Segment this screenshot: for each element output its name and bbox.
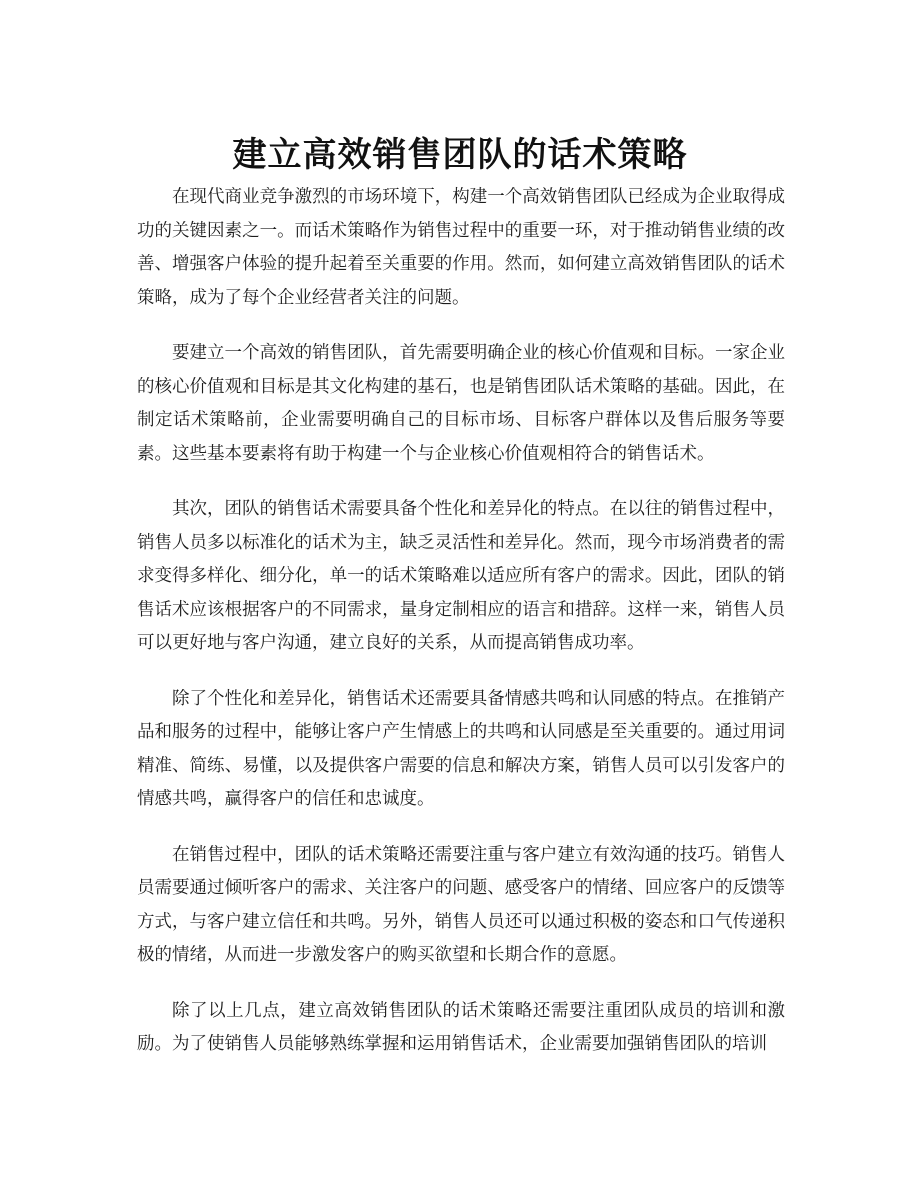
page-title: 建立高效销售团队的话术策略 xyxy=(232,134,688,175)
paragraph-3: 其次，团队的销售话术需要具备个性化和差异化的特点。在以往的销售过程中，销售人员多以标准化的话术为主，缺乏灵活性和差异化。然而，现今市场消费者的需求变得多样化、细分化，单一的话术策略难以适应所有客户的需求。因此，团队的销售话术应该根据客户的不同需求，量身定制相应的语言和措辞。这样一来，销售人员可以更好地与客户沟通，建立良好的关系，从而提高销售成功率。 xyxy=(137,499,785,653)
paragraph-4: 除了个性化和差异化，销售话术还需要具备情感共鸣和认同感的特点。在推销产品和服务的过程中，能够让客户产生情感上的共鸣和认同感是至关重要的。通过用词精准、简练、易懂，以及提供客户需要的信息和解决方案，销售人员可以引发客户的情感共鸣，赢得客户的信任和忠诚度。 xyxy=(137,688,785,809)
document-body xyxy=(137,181,785,1084)
paragraph-6: 除了以上几点，建立高效销售团队的话术策略还需要注重团队成员的培训和激励。为了使销售人员能够熟练掌握和运用销售话术，企业需要加强销售团队的培训 xyxy=(137,1000,785,1054)
paragraph-1: 在现代商业竞争激烈的市场环境下，构建一个高效销售团队已经成为企业取得成功的关键因素之一。而话术策略作为销售过程中的重要一环，对于推动销售业绩的改善、增强客户体验的提升起着至关重要的作用。然而，如何建立高效销售团队的话术策略，成为了每个企业经营者关注的问题。 xyxy=(137,187,785,308)
paragraph-5: 在销售过程中，团队的话术策略还需要注重与客户建立有效沟通的技巧。销售人员需要通过倾听客户的需求、关注客户的问题、感受客户的情绪、回应客户的反馈等方式，与客户建立信任和共鸣。另外，销售人员还可以通过积极的姿态和口气传递积极的情绪，从而进一步激发客户的购买欲望和长期合作的意愿。 xyxy=(137,844,785,965)
paragraph-2: 要建立一个高效的销售团队，首先需要明确企业的核心价值观和目标。一家企业的核心价值观和目标是其文化构建的基石，也是销售团队话术策略的基础。因此，在制定话术策略前，企业需要明确自己的目标市场、目标客户群体以及售后服务等要素。这些基本要素将有助于构建一个与企业核心价值观相符合的销售话术。 xyxy=(137,343,785,464)
